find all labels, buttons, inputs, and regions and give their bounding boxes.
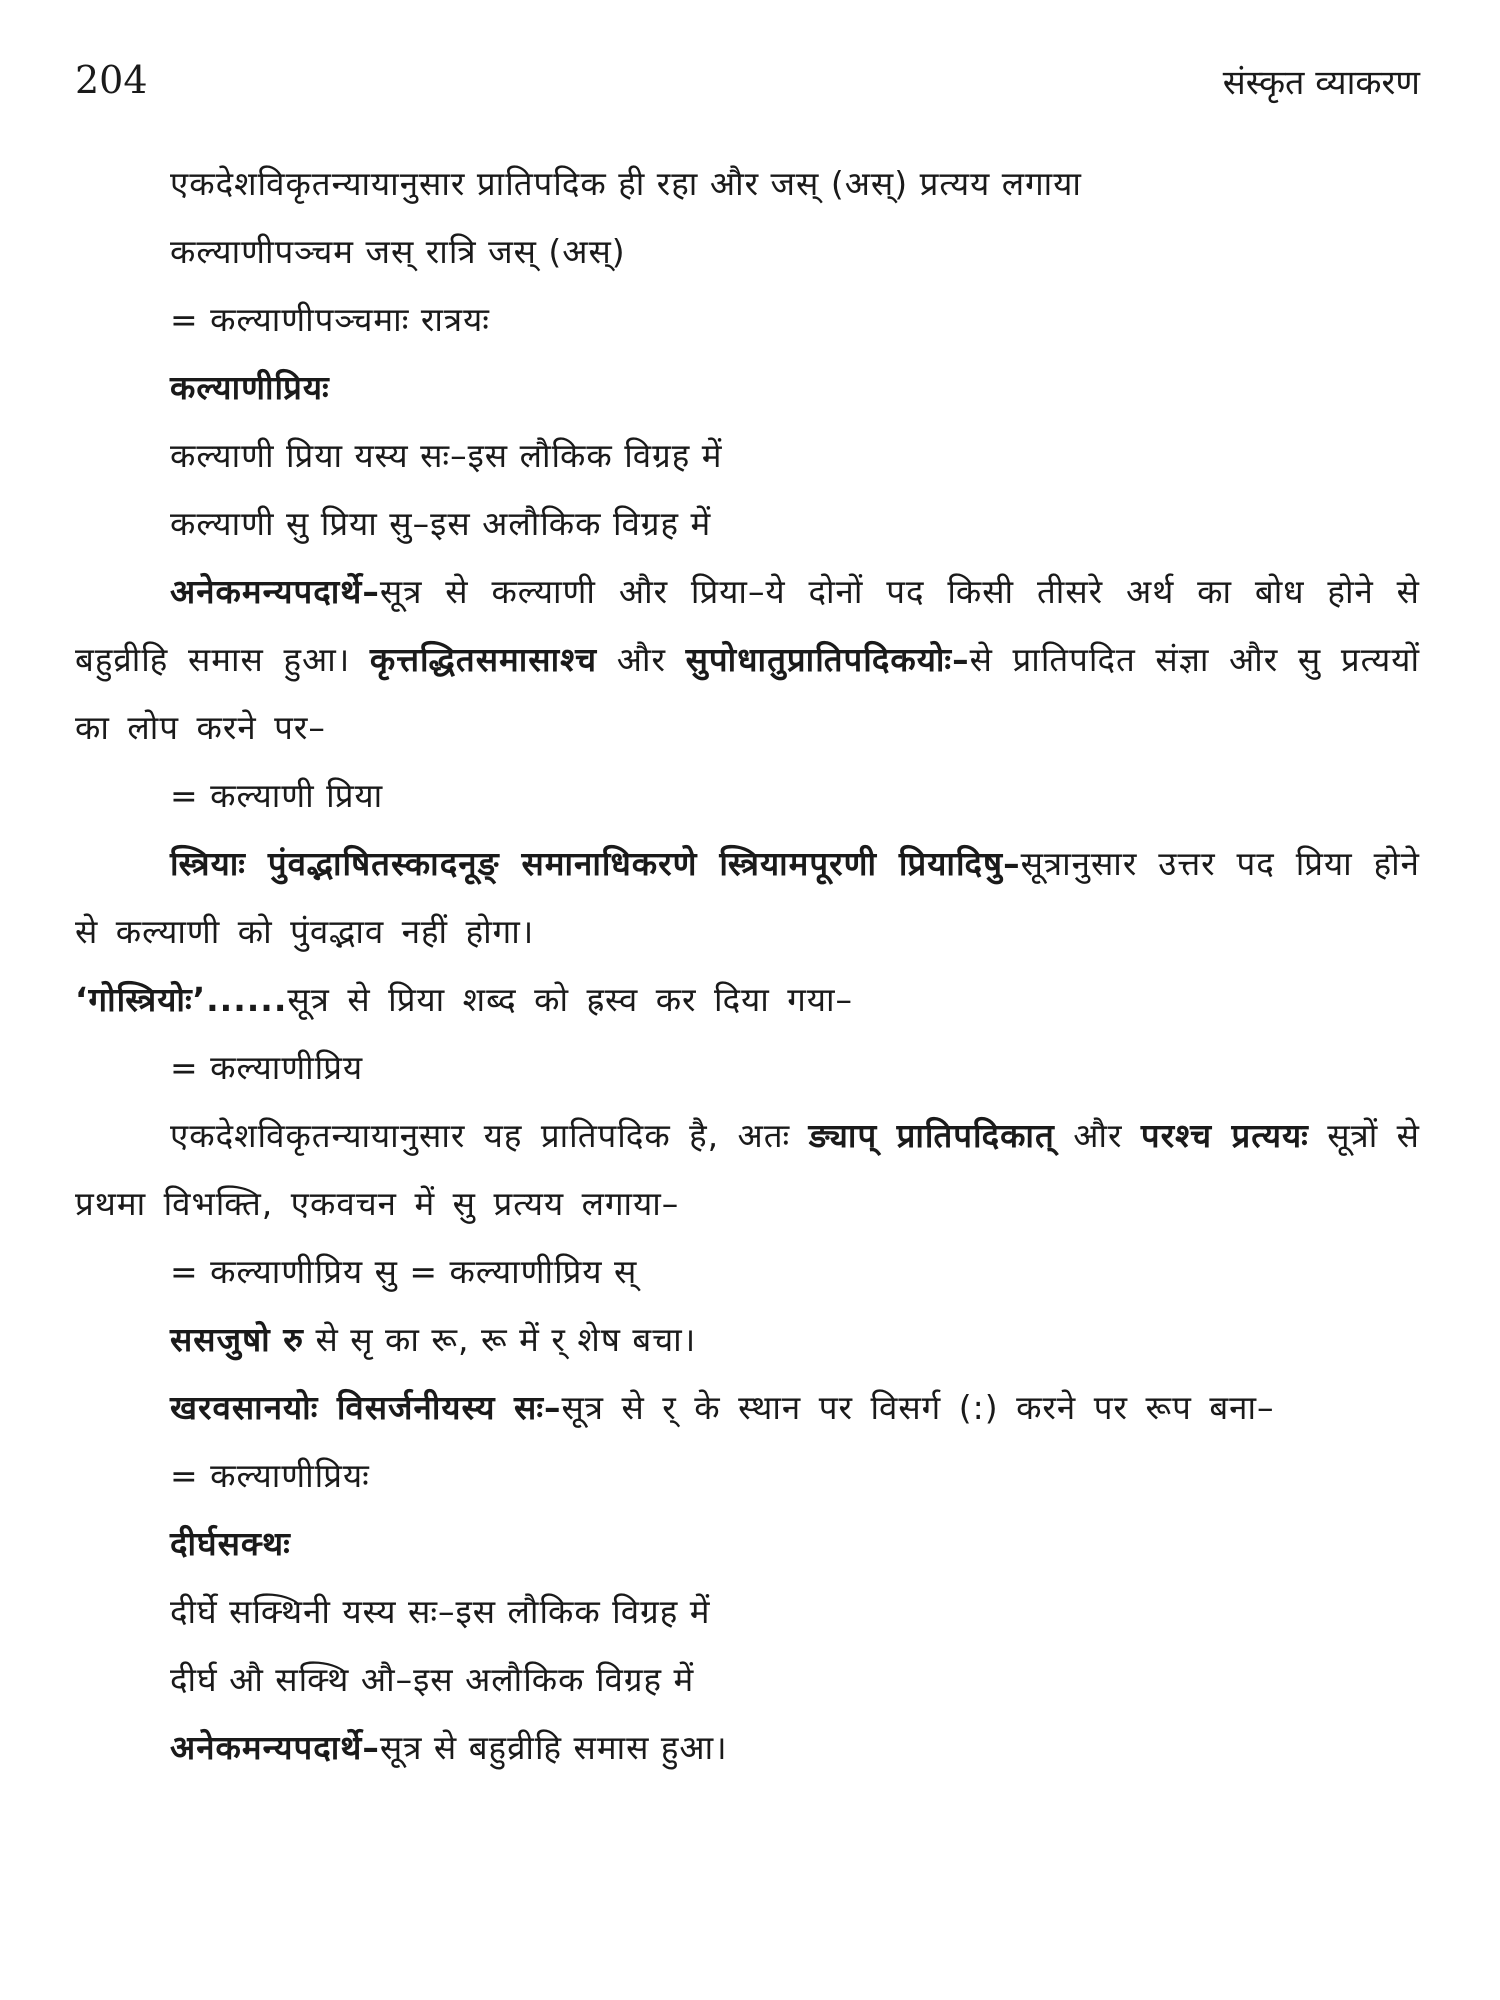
sutra-name: अनेकमन्यपदार्थे– — [170, 1728, 380, 1767]
section-heading — [75, 354, 1420, 422]
text-line — [75, 1306, 1420, 1374]
sutra-name: ङ्याप् प्रातिपदिकात् — [808, 1116, 1055, 1155]
text-line: दीर्घे सक्थिनी यस्य सः–इस लौकिक विग्रह में — [170, 1592, 711, 1631]
section-heading — [75, 1510, 1420, 1578]
equation-line: = कल्याणीप्रिय — [170, 1048, 364, 1087]
sutra-name: कृत्तद्धितसमासाश्च — [369, 640, 598, 679]
sutra-name: ससजुषो रु — [170, 1320, 304, 1359]
text-line: कल्याणी प्रिया यस्य सः–इस लौकिक विग्रह में — [170, 436, 723, 475]
paragraph-text: से प्रातिपदित संज्ञा और सु प्रत्ययों का लोप करने पर– — [75, 640, 1420, 747]
paragraph — [75, 1102, 1420, 1238]
paragraph-text: सूत्रानुसार उत्तर पद प्रिया होने से कल्याणी को पुंवद्भाव नहीं होगा। — [75, 844, 1421, 951]
heading-text: कल्याणीप्रियः — [170, 368, 330, 407]
equation-line: = कल्याणीप्रिय सु = कल्याणीप्रिय स् — [170, 1252, 638, 1291]
heading-text: दीर्घसक्थः — [170, 1524, 291, 1563]
running-title: संस्कृत व्याकरण — [1222, 63, 1420, 103]
paragraph-text: सूत्र से प्रिया शब्द को ह्रस्व कर दिया गया– — [287, 980, 854, 1019]
equation-line: = कल्याणी प्रिया — [170, 776, 384, 815]
text-line: कल्याणी सु प्रिया सु–इस अलौकिक विग्रह में — [170, 504, 712, 543]
paragraph-text: और — [1054, 1116, 1141, 1155]
paragraph-text: से सृ का रू, रू में र् शेष बचा। — [303, 1320, 697, 1359]
paragraph-text: और — [597, 640, 686, 679]
equation-line: = कल्याणीपञ्चमाः रात्रयः — [170, 300, 490, 339]
text-line — [75, 1714, 1420, 1782]
paragraph-text: सूत्र से बहुव्रीहि समास हुआ। — [379, 1728, 728, 1767]
paragraph — [75, 830, 1420, 1034]
sutra-name: सुपोधातुप्रातिपदिकयोः– — [685, 640, 970, 679]
text-line: दीर्घ औ सक्थि औ–इस अलौकिक विग्रह में — [170, 1660, 695, 1699]
paragraph-text: एकदेशविकृतन्यायानुसार यह प्रातिपदिक है, अतः — [170, 1116, 809, 1155]
paragraph — [75, 1374, 1420, 1442]
sutra-name: अनेकमन्यपदार्थे– — [170, 572, 380, 611]
text-line: एकदेशविकृतन्यायानुसार प्रातिपदिक ही रहा और जस् (अस्) प्रत्यय लगाया — [170, 164, 1082, 203]
equation-line: = कल्याणीप्रियः — [170, 1456, 370, 1495]
paragraph-text: सूत्रों से प्रथमा विभक्ति, एकवचन में सु प्रत्यय लगाया– — [75, 1116, 1420, 1223]
page-body — [75, 150, 1420, 1782]
sutra-name: ‘गोस्त्रियोः’...... — [75, 980, 288, 1019]
page-number: 204 — [75, 58, 148, 102]
paragraph-text: सूत्र से कल्याणी और प्रिया–ये दोनों पद किसी तीसरे अर्थ का बोध होने से बहुव्रीहि समास हुआ। — [75, 572, 1420, 679]
text-line: कल्याणीपञ्चम जस् रात्रि जस् (अस्) — [170, 232, 626, 271]
paragraph-text: सूत्र से र् के स्थान पर विसर्ग (:) करने पर रूप बना– — [561, 1388, 1275, 1427]
sutra-name: परश्च प्रत्ययः — [1140, 1116, 1309, 1155]
sutra-name: स्त्रियाः पुंवद्भाषितस्कादनूङ् समानाधिकरणे स्त्रियामपूरणी प्रियादिषु– — [170, 844, 1021, 883]
sutra-name: खरवसानयोः विसर्जनीयस्य सः– — [170, 1388, 562, 1427]
paragraph — [75, 558, 1420, 762]
